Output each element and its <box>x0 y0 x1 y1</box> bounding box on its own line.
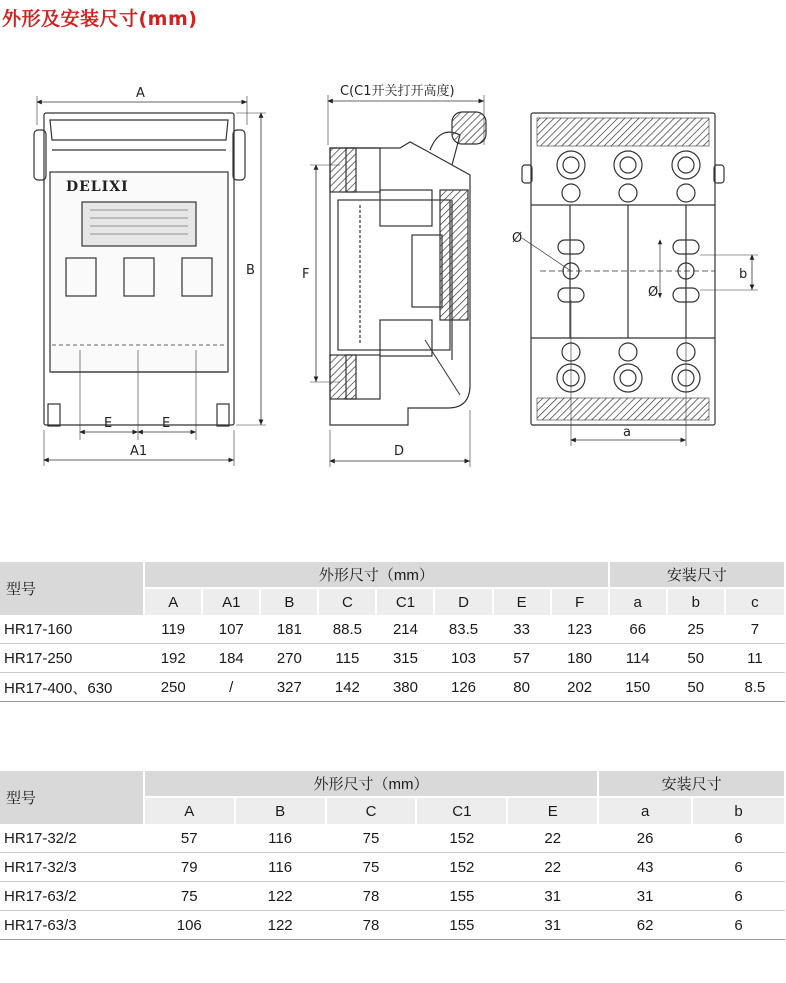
table-row <box>0 615 785 644</box>
cell: 155 <box>416 911 507 940</box>
cell: 202 <box>551 673 609 702</box>
table1-model-header: 型号 <box>0 562 144 615</box>
cell: 57 <box>493 644 551 673</box>
table1-col-header: b <box>667 588 725 615</box>
cell: 25 <box>667 615 725 644</box>
cell: 26 <box>598 824 692 853</box>
table1-col-header: A <box>144 588 202 615</box>
cell: 115 <box>318 644 376 673</box>
table1-col-header: E <box>493 588 551 615</box>
table2-col-header: E <box>507 797 598 824</box>
cell: / <box>202 673 260 702</box>
table2-col-header: B <box>235 797 326 824</box>
cell: 116 <box>235 853 326 882</box>
cell: 150 <box>609 673 667 702</box>
cell: 103 <box>434 644 492 673</box>
front-view <box>34 96 266 466</box>
table2-dims-header: 外形尺寸（mm） <box>144 771 598 797</box>
dim-label-E1: E <box>104 416 113 431</box>
row-model: HR17-63/2 <box>0 882 144 911</box>
cell: 152 <box>416 853 507 882</box>
cell: 66 <box>609 615 667 644</box>
cell: 107 <box>202 615 260 644</box>
table2-col-header: C1 <box>416 797 507 824</box>
table1-col-header: C <box>318 588 376 615</box>
cell: 78 <box>326 911 417 940</box>
side-view <box>310 95 486 467</box>
cell: 8.5 <box>725 673 785 702</box>
dim-label-phi-center: Ø <box>648 285 659 300</box>
cell: 126 <box>434 673 492 702</box>
page-title: 外形及安装尺寸(mm) <box>2 8 198 30</box>
cell: 270 <box>260 644 318 673</box>
table-row <box>0 673 785 702</box>
cell: 7 <box>725 615 785 644</box>
table1-col-header: F <box>551 588 609 615</box>
cell: 62 <box>598 911 692 940</box>
cell: 380 <box>376 673 434 702</box>
cell: 50 <box>667 644 725 673</box>
cell: 114 <box>609 644 667 673</box>
cell: 79 <box>144 853 235 882</box>
dim-label-C: C(C1开关打开高度) <box>340 84 455 99</box>
cell: 184 <box>202 644 260 673</box>
cell: 75 <box>144 882 235 911</box>
table2-model-header: 型号 <box>0 771 144 824</box>
table1-col-header: B <box>260 588 318 615</box>
cell: 88.5 <box>318 615 376 644</box>
spec-table-1 <box>0 562 786 702</box>
mounting-view <box>522 113 758 446</box>
cell: 57 <box>144 824 235 853</box>
cell: 6 <box>692 911 785 940</box>
cell: 33 <box>493 615 551 644</box>
cell: 142 <box>318 673 376 702</box>
cell: 78 <box>326 882 417 911</box>
row-model: HR17-32/2 <box>0 824 144 853</box>
dim-label-F: F <box>302 267 310 282</box>
brand-logo: DELIXI <box>66 179 129 195</box>
dim-label-phi-left: Ø <box>512 231 523 246</box>
cell: 6 <box>692 853 785 882</box>
cell: 155 <box>416 882 507 911</box>
cell: 6 <box>692 824 785 853</box>
cell: 75 <box>326 853 417 882</box>
cell: 43 <box>598 853 692 882</box>
table2-col-header: A <box>144 797 235 824</box>
table1-col-header: A1 <box>202 588 260 615</box>
cell: 116 <box>235 824 326 853</box>
cell: 11 <box>725 644 785 673</box>
cell: 315 <box>376 644 434 673</box>
cell: 122 <box>235 882 326 911</box>
table-row <box>0 824 785 853</box>
dim-label-B: B <box>246 263 255 278</box>
dim-label-A1: A1 <box>130 444 148 459</box>
table2-col-header: a <box>598 797 692 824</box>
cell: 80 <box>493 673 551 702</box>
cell: 22 <box>507 824 598 853</box>
cell: 31 <box>507 882 598 911</box>
table1-col-header: c <box>725 588 785 615</box>
row-model: HR17-160 <box>0 615 144 644</box>
cell: 192 <box>144 644 202 673</box>
row-model: HR17-400、630 <box>0 673 144 702</box>
cell: 123 <box>551 615 609 644</box>
cell: 106 <box>144 911 235 940</box>
dim-label-a: a <box>623 425 631 440</box>
cell: 31 <box>507 911 598 940</box>
cell: 6 <box>692 882 785 911</box>
cell: 83.5 <box>434 615 492 644</box>
table-row <box>0 911 785 940</box>
cell: 119 <box>144 615 202 644</box>
table2-install-header: 安装尺寸 <box>598 771 785 797</box>
dimension-drawing <box>0 0 786 480</box>
cell: 181 <box>260 615 318 644</box>
cell: 152 <box>416 824 507 853</box>
table2-col-header: b <box>692 797 785 824</box>
table-row <box>0 644 785 673</box>
cell: 50 <box>667 673 725 702</box>
table1-col-header: C1 <box>376 588 434 615</box>
cell: 22 <box>507 853 598 882</box>
table1-install-header: 安装尺寸 <box>609 562 785 588</box>
dim-label-D: D <box>394 444 405 459</box>
cell: 180 <box>551 644 609 673</box>
table1-dims-header: 外形尺寸（mm） <box>144 562 609 588</box>
row-model: HR17-63/3 <box>0 911 144 940</box>
cell: 214 <box>376 615 434 644</box>
cell: 31 <box>598 882 692 911</box>
table1-col-header: D <box>434 588 492 615</box>
dim-label-b: b <box>739 267 748 282</box>
cell: 250 <box>144 673 202 702</box>
table-row <box>0 853 785 882</box>
row-model: HR17-32/3 <box>0 853 144 882</box>
table1-col-header: a <box>609 588 667 615</box>
cell: 327 <box>260 673 318 702</box>
row-model: HR17-250 <box>0 644 144 673</box>
table2-col-header: C <box>326 797 417 824</box>
table-row <box>0 882 785 911</box>
spec-table-2 <box>0 771 786 940</box>
dim-label-E2: E <box>162 416 171 431</box>
cell: 75 <box>326 824 417 853</box>
dim-label-A: A <box>136 86 145 101</box>
cell: 122 <box>235 911 326 940</box>
